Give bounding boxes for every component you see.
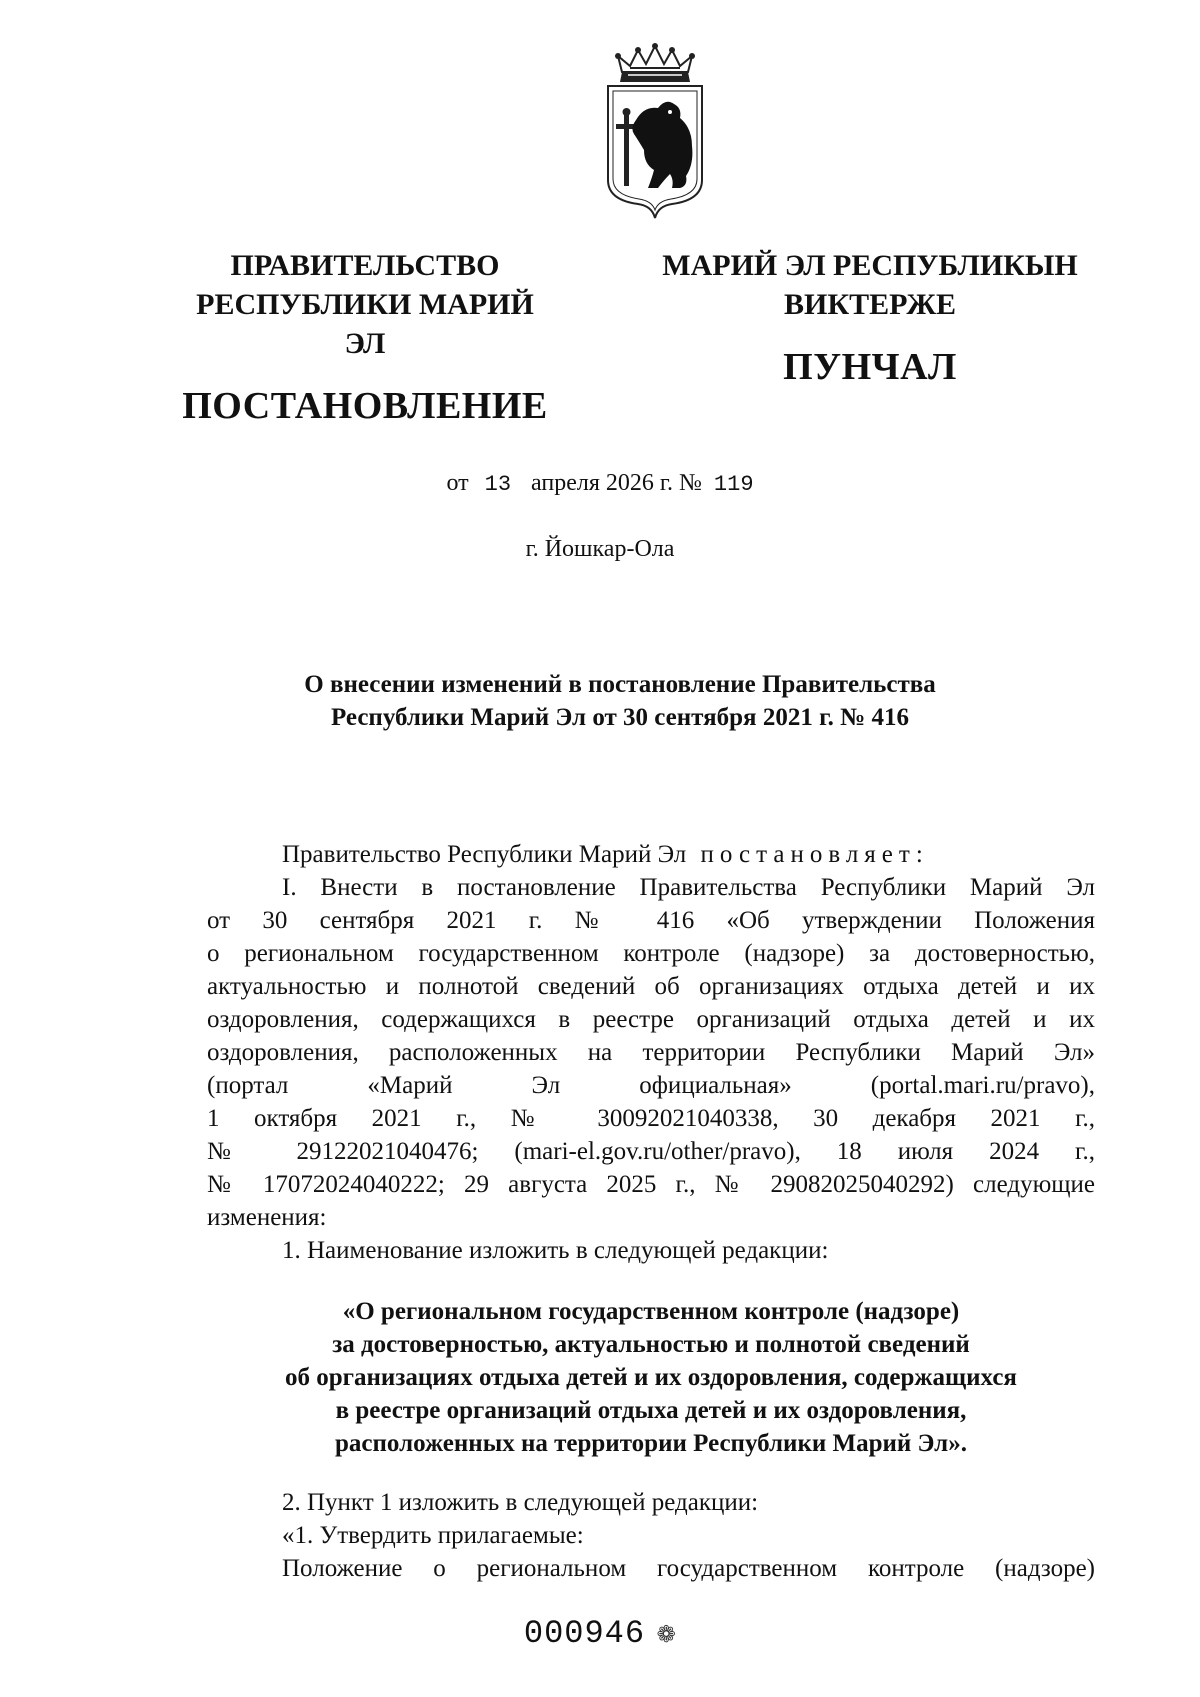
item-1: 1. Наименование изложить в следующей редакции:: [282, 1237, 829, 1264]
item-2-continuation: [282, 1552, 1095, 1585]
decree-intro: [282, 838, 929, 871]
quote-line-4: в реестре организаций отдыха детей и их оздоровления,: [335, 1397, 967, 1424]
body-line-10: № 17072024040222; 29 августа 2025 г., № 29082025040292) следующие: [207, 1171, 1095, 1198]
decree-verb: постановляет:: [700, 841, 929, 868]
quote-line-3: об организациях отдыха детей и их оздоровления, содержащихся: [285, 1364, 1017, 1391]
serial-number: 000946: [523, 1615, 646, 1652]
quoted-new-title: [207, 1295, 1095, 1460]
body-line-4: актуальностью и полнотой сведений об организациях отдыха детей и их: [207, 973, 1095, 1000]
body-line-1: I. Внести в постановление Правительства Республики Марий Эл: [282, 874, 1095, 901]
quote-line-2: за достоверностью, актуальностью и полнотой сведений: [332, 1331, 970, 1358]
date-month-year: апреля 2026 г. №: [531, 470, 702, 496]
ornament-icon: ❁: [657, 1618, 677, 1652]
item-2-continuation-text: Положение о региональном государственном контроле (надзоре): [282, 1555, 1095, 1582]
header-mari: [650, 246, 1090, 390]
item-2-subitem: «1. Утвердить прилагаемые:: [282, 1522, 584, 1549]
date-day: 13: [484, 472, 512, 497]
header-left-line1: ПРАВИТЕЛЬСТВО: [230, 249, 500, 282]
document-number: 119: [713, 472, 754, 497]
date-line: [0, 470, 1200, 497]
body-line-9: № 29122021040476; (mari-el.gov.ru/other/pravo), 18 июля 2024 г.,: [207, 1138, 1095, 1165]
item-2: 2. Пункт 1 изложить в следующей редакции:: [282, 1489, 759, 1516]
header-left-line2: РЕСПУБЛИКИ МАРИЙ ЭЛ: [196, 288, 534, 360]
body-line-3: о региональном государственном контроле (надзоре) за достоверностью,: [207, 940, 1095, 967]
header-russian: [175, 246, 555, 429]
document-type-mari: ПУНЧАЛ: [783, 346, 957, 388]
document-type-russian: ПОСТАНОВЛЕНИЕ: [182, 385, 548, 427]
header-right-line1: МАРИЙ ЭЛ РЕСПУБЛИКЫН: [662, 249, 1078, 282]
body-line-2: от 30 сентября 2021 г. № 416 «Об утверждении Положения: [207, 907, 1095, 934]
date-prefix: от: [446, 470, 469, 496]
body-paragraph: [207, 904, 1095, 1234]
city: г. Йошкар-Ола: [525, 536, 675, 562]
form-serial-number: [0, 1615, 1200, 1652]
body-line: [282, 871, 1095, 904]
coat-of-arms-emblem: [600, 42, 710, 222]
body-line-6: оздоровления, расположенных на территории Республики Марий Эл»: [207, 1039, 1095, 1066]
document-title: [230, 668, 1010, 734]
decree-subject: Правительство Республики Марий Эл: [282, 841, 687, 868]
quote-line-5: расположенных на территории Республики Марий Эл».: [335, 1430, 967, 1457]
header-right-line2: ВИКТЕРЖЕ: [783, 288, 957, 321]
title-line1: О внесении изменений в постановление Правительства: [304, 671, 936, 698]
body-line-11: изменения:: [207, 1204, 327, 1231]
quote-line-1: «О региональном государственном контроле (надзоре): [342, 1298, 960, 1325]
body-line-7: (портал «Марий Эл официальная» (portal.mari.ru/pravo),: [207, 1072, 1095, 1099]
title-line2: Республики Марий Эл от 30 сентября 2021 г. № 416: [330, 704, 909, 731]
body-line-5: оздоровления, содержащихся в реестре организаций отдыха детей и их: [207, 1006, 1095, 1033]
body-line-8: 1 октября 2021 г., № 30092021040338, 30 декабря 2021 г.,: [207, 1105, 1095, 1132]
